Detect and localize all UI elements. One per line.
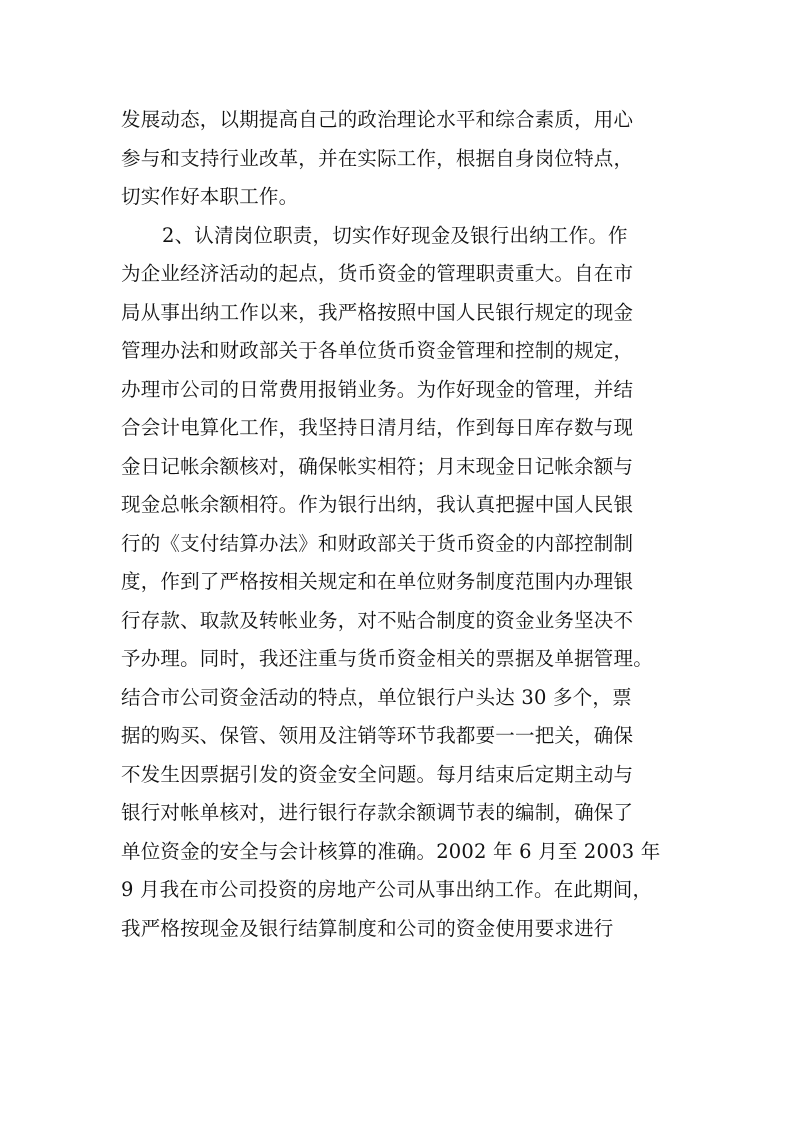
document-body bbox=[121, 101, 681, 948]
text-line: 单位资金的安全与会计核算的准确。2002 年 6 月至 2003 年 bbox=[121, 839, 661, 863]
text-line: 银行对帐单核对，进行银行存款余额调节表的编制，确保了 bbox=[121, 801, 634, 824]
paragraph-first-line: 2、认清岗位职责，切实作好现金及银行出纳工作。作 bbox=[162, 223, 628, 247]
text-line: 予办理。同时，我还注重与货币资金相关的票据及单据管理。 bbox=[121, 647, 653, 670]
text-line: 金日记帐余额核对，确保帐实相符；月末现金日记帐余额与 bbox=[121, 454, 634, 478]
text-line: 合会计电算化工作，我坚持日清月结，作到每日库存数与现 bbox=[121, 416, 634, 439]
text-line: 现金总帐余额相符。作为银行出纳，我认真把握中国人民银 bbox=[121, 493, 634, 516]
text-line: 为企业经济活动的起点，货币资金的管理职责重大。自在市 bbox=[121, 262, 634, 285]
text-line: 局从事出纳工作以来，我严格按照中国人民银行规定的现金 bbox=[121, 300, 634, 324]
text-line: 行的《支付结算办法》和财政部关于货币资金的内部控制制 bbox=[121, 531, 634, 555]
text-line: 据的购买、保管、领用及注销等环节我都要一一把关，确保 bbox=[121, 724, 634, 747]
text-line: 9 月我在市公司投资的房地产公司从事出纳工作。在此期间， bbox=[121, 878, 653, 901]
text-line: 办理市公司的日常费用报销业务。为作好现金的管理，并结 bbox=[121, 377, 634, 401]
text-line: 切实作好本职工作。 bbox=[121, 185, 299, 208]
text-line: 参与和支持行业改革，并在实际工作，根据自身岗位特点， bbox=[121, 146, 634, 170]
text-line: 行存款、取款及转帐业务，对不贴合制度的资金业务坚决不 bbox=[121, 608, 634, 632]
text-line: 管理办法和财政部关于各单位货币资金管理和控制的规定， bbox=[121, 339, 634, 362]
text-line: 结合市公司资金活动的特点，单位银行户头达 30 多个，票 bbox=[121, 685, 632, 709]
text-line: 不发生因票据引发的资金安全问题。每月结束后定期主动与 bbox=[121, 762, 634, 786]
text-line: 度，作到了严格按相关规定和在单位财务制度范围内办理银 bbox=[121, 570, 634, 593]
text-line: 发展动态，以期提高自己的政治理论水平和综合素质，用心 bbox=[121, 108, 634, 131]
text-line: 我严格按现金及银行结算制度和公司的资金使用要求进行 bbox=[121, 916, 614, 940]
